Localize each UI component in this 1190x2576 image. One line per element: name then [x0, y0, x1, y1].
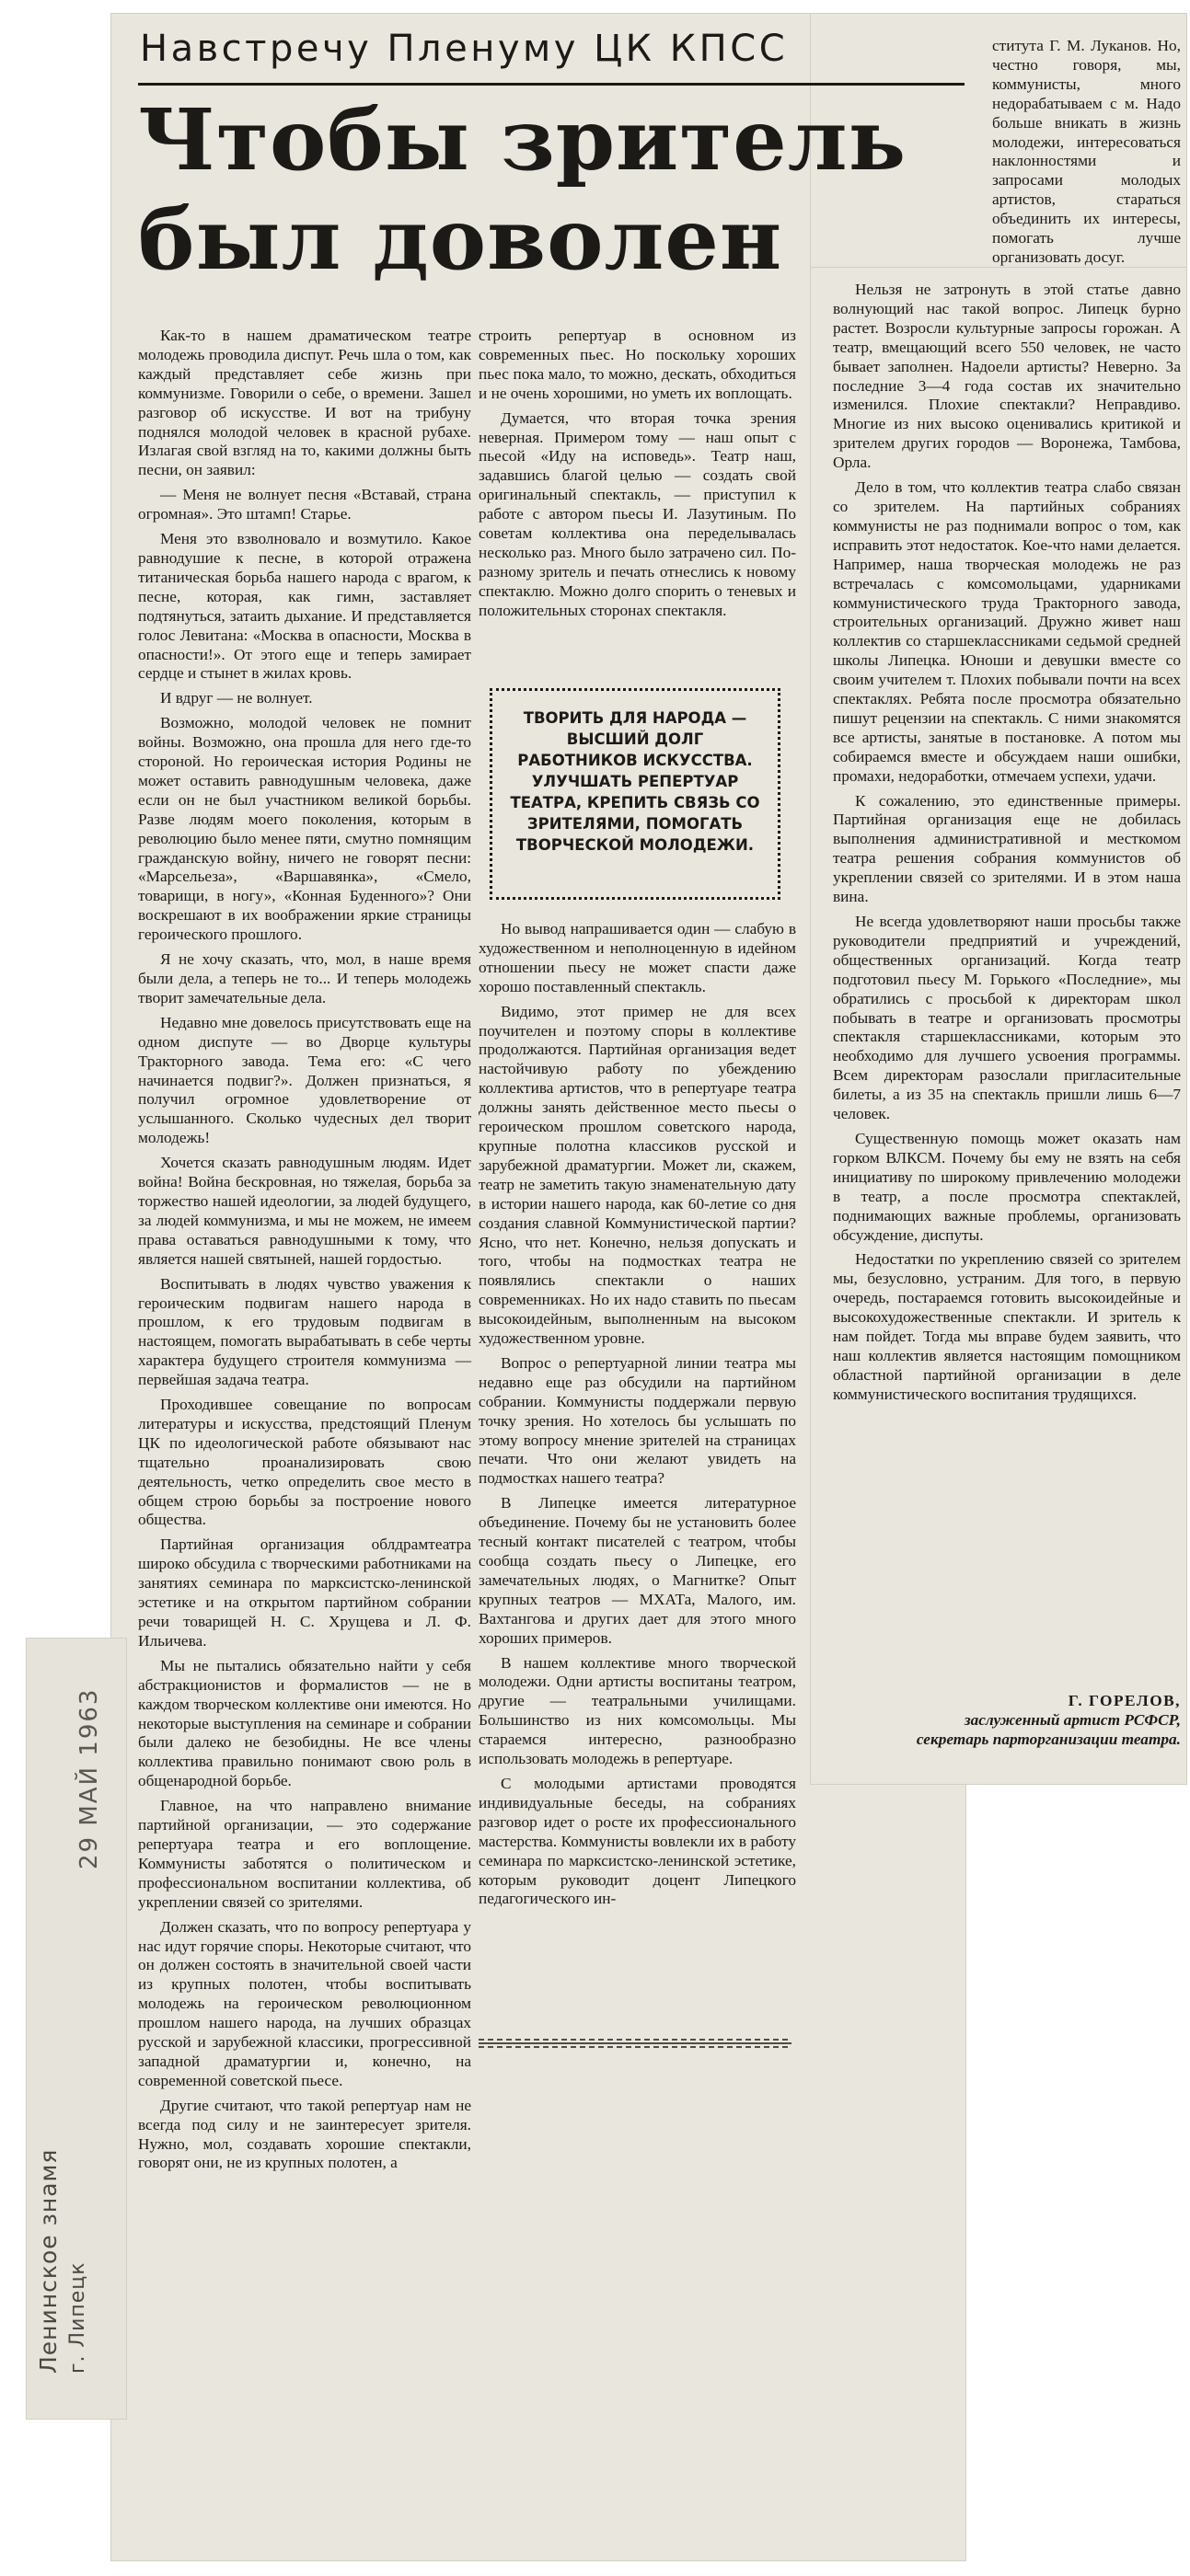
article-title	[138, 90, 966, 289]
archive-date-stamp: 29 МАЙ 1963	[75, 1687, 103, 1869]
paragraph: Мы не пытались обязательно найти у себя абстракционистов и формалистов — не в каждом творческом коллективе они имеются. Но некоторые выступления на семинаре и собрании были далеко не безобидны. Не все члены коллектива правильно понимают свою роль в общенародной борьбе.	[138, 1656, 471, 1790]
paragraph: Меня это взволновало и возмутило. Какое равнодушие к песне, в которой отражена титаническая борьба нашего народа с врагом, к песне, которая, как гимн, заставляет подтянуться, затаить дыхание. И представляется голос Левитана: «Москва в опасности, Москва в опасности!». От этого еще и теперь замирает сердце и стынет в жилах кровь.	[138, 530, 471, 683]
paragraph: И вдруг — не волнует.	[160, 689, 313, 707]
paragraph: Но вывод напрашивается один — слабую в художественном и неполноценную в идейном отношении пьесу не может спасти даже хорошо поставленный спектакль.	[479, 920, 796, 995]
column-1	[138, 327, 471, 2179]
author-title-1: заслуженный артист РСФСР,	[964, 1711, 1181, 1729]
paragraph: В нашем коллективе много творческой молодежи. Одни артисты воспитаны театром, другие — театральными училищами. Большинство из них комсомольцы. Мы стараемся интересно, разнообразно использовать молодежь в репертуаре.	[479, 1653, 796, 1768]
paragraph: Хочется сказать равнодушным людям. Идет война! Война бескровная, но тяжелая, борьба за торжество нашей идеологии, за людей будущего, за людей коммунизма, и мы не можем, не имеем права оставаться равнодушными к тому, что является нашей святыней, нашей гордостью.	[138, 1154, 471, 1268]
paragraph: ститута Г. М. Луканов. Но, честно говоря, мы, коммунисты, много недорабатываем с м. Надо больше вникать в жизнь молодежи, интересоваться наклонностями и запросами молодых артистов, стараться объединить их интересы, помогать лучше организовать досуг.	[992, 37, 1181, 266]
paragraph: Дело в том, что коллектив театра слабо связан со зрителем. На партийных собраниях коммунисты не раз поднимали вопрос о том, как исправить этот недостаток. Кое-что нами делается. Например, наша творческая молодежь не раз встречалась с комсомольцами, ударниками коммунистического труда Тракторного завода, строительных организаций. Дружно живет наш коллектив со старшеклассниками седьмой средней школы Липецка. Юноши и девушки вместе со своим учителем т. Плохих побывали почти на всех спектаклях. Ребята после просмотра обязательно пишут рецензии на спектакль. С ними знакомятся все артисты, занятые в постановке. А потом мы собираемся вместе и обсуждаем наши ошибки, промахи, недоработки, отмечаем успехи, удачи.	[833, 478, 1181, 785]
paragraph: Недостатки по укреплению связей со зрителем мы, безусловно, устраним. Для того, в первую очередь, постараемся готовить высокоидейные и высокохудожественные спектакли. И зритель к нам пойдет. Тогда мы вправе будем заявить, что наш коллектив является настоящим помощником областной партийной организации в деле коммунистического воспитания трудящихся.	[833, 1250, 1181, 1403]
paragraph: Недавно мне довелось присутствовать еще на одном диспуте — во Дворце культуры Тракторного завода. Тема его: «С чего начинается подвиг?». Должен признаться, я получил огромное удовлетворение от услышанного. Сколько чудесных дел творит молодежь!	[138, 1013, 471, 1147]
paragraph: Как-то в нашем драматическом театре молодежь проводила диспут. Речь шла о том, как каждый представляет себе жизнь при коммунизме. Говорили о себе, о времени. Зашел разговор об искусстве. И вот на трибуну поднялся молодой человек в красной рубахе. Излагая свой взгляд на то, какими должны быть песни, он заявил:	[138, 327, 471, 479]
paragraph: Партийная организация облдрамтеатра широко обсудила с творческими работниками на занятиях семинара по марксистско-ленинской эстетике и на открытом партийном собрании речи товарищей Н. С. Хрущева и Л. Ф. Ильичева.	[138, 1535, 471, 1650]
title-line-1: Чтобы зритель	[138, 90, 907, 190]
column-3-top	[992, 37, 1181, 273]
paragraph: Проходившее совещание по вопросам литературы и искусства, предстоящий Пленум ЦК по идеологической работе обязывают нас тщательно проанализировать свою деятельность, четко определить свое место в общем строю борьбы за построение нового общества.	[138, 1396, 471, 1529]
author-signature	[833, 1691, 1181, 1749]
rubric-rule	[138, 83, 965, 86]
rubric: Навстречу Пленуму ЦК КПСС	[140, 28, 789, 70]
column-2-top	[479, 327, 796, 627]
paragraph: В Липецке имеется литературное объединение. Почему бы не установить более тесный контакт писателей с театром, чтобы сообща создать пьесу о Липецке, его замечательных людях, о Магнитке? Опыт крупных театров — МХАТа, Малого, им. Вахтангова и других дает для этого много хороших примеров.	[479, 1494, 796, 1647]
paragraph: — Меня не волнует песня «Вставай, страна огромная». Это штамп! Старье.	[138, 486, 471, 523]
paragraph: Должен сказать, что по вопросу репертуара у нас идут горячие споры. Некоторые считают, что он должен состоять в значительной своей части из крупных полотен, чтобы воспитывать молодежь на героическом революционном прошлом нашего народа, на лучших образцах русской и зарубежной классики, прогрессивной западной драматургии и, конечно, на современной советской пьесе.	[138, 1917, 471, 2089]
paragraph: Существенную помощь может оказать нам горком ВЛКСМ. Почему бы ему не взять на себя инициативу по широкому привлечению молодежи в театр, а после просмотра спектаклей, поднимающих важные проблемы, организовать обсуждение, диспуты.	[833, 1129, 1181, 1244]
paragraph: строить репертуар в основном из современных пьес. Но поскольку хороших пьес пока мало, то можно, дескать, обходиться и не очень хорошими, но уметь их воплощать.	[479, 327, 796, 402]
paragraph: Не всегда удовлетворяют наши просьбы также руководители предприятий и учреждений, общественных организаций. Когда театр подготовил пьесу М. Горького «Последние», мы обратились с просьбой к директорам школ побывать в театре и организовать просмотры спектакля старшеклассниками, которым это необходимо для лучшего усвоения программы. Всем директорам разослали пригласительные билеты, а из 35 на спектакль пришли лишь 6—7 человек.	[833, 913, 1181, 1123]
paragraph: Нельзя не затронуть в этой статье давно волнующий нас такой вопрос. Липецк бурно растет. Возросли культурные запросы горожан. А театр, вмещающий всего 550 человек, не часто бывает заполнен. Надоели артисты? Неверно. За последние 3—4 года состав их значительно изменился. Плохие спектакли? Неправдиво. Многие из них высоко оценивались критикой и зрителем других городов — Воронежа, Тамбова, Орла.	[833, 281, 1181, 472]
column-2-bottom	[479, 920, 796, 1915]
paragraph: Я не хочу сказать, что, мол, в наше время были дела, а теперь не то... И теперь молодежь творит замечательные дела.	[138, 950, 471, 1006]
column-3	[833, 281, 1181, 1410]
ornament-divider	[479, 2036, 791, 2051]
paragraph: Другие считают, что такой репертуар нам не всегда под силу и не заинтересует зрителя. Нужно, мол, создавать хорошие спектакли, говорят они, не из крупных полотен, а	[138, 2096, 471, 2172]
title-line-2: был доволен	[138, 190, 783, 289]
paragraph: К сожалению, это единственные примеры. Партийная организация еще не добилась выполнения административной и месткомом театра решения собрания коммунистов об укреплении связей со зрителями. И в этом наша вина.	[833, 791, 1181, 906]
callout-box: ТВОРИТЬ ДЛЯ НАРОДА — ВЫСШИЙ ДОЛГ РАБОТНИКОВ ИСКУССТВА. УЛУЧШАТЬ РЕПЕРТУАР ТЕАТРА, КРЕПИТЬ СВЯЗЬ СО ЗРИТЕЛЯМИ, ПОМОГАТЬ ТВОРЧЕСКОЙ МОЛОДЕЖИ.	[490, 688, 780, 900]
paragraph: Вопрос о репертуарной линии театра мы недавно еще раз обсудили на партийном собрании. Коммунисты поддержали первую точку зрения. Но хотелось бы услышать по этому вопросу мнение зрителей на страницах печати. Что они желают увидеть на подмостках нашего театра?	[479, 1353, 796, 1488]
city-stamp: г. Липецк	[66, 2261, 89, 2374]
paragraph: Думается, что вторая точка зрения неверная. Примером тому — наш опыт с пьесой «Иду на исповедь». Театр наш, задавшись благой целью — создать свой оригинальный спектакль, — приступил к работе с автором пьесы И. Лазутиным. По советам коллектива она переделывалась несколько раз. Много было затрачено сил. По-разному зритель и печать отнеслись к новому спектаклю. Можно долго спорить о теневых и положительных сторонах спектакля.	[479, 408, 796, 619]
paragraph: Главное, на что направлено внимание партийной организации, — это содержание репертуара театра и его воплощение. Коммунисты заботятся о политическом и профессиональном воспитании коллектива, об укреплении связей со зрителями.	[138, 1797, 471, 1911]
newspaper-name-stamp: Ленинское знамя	[35, 2148, 62, 2374]
author-name: Г. ГОРЕЛОВ,	[1068, 1692, 1181, 1709]
paragraph: Возможно, молодой человек не помнит войны. Возможно, она прошла для него где-то стороной. Но героическая история Родины не может оставить равнодушным человека, даже если он не был участником великой борьбы. Разве людям моего поколения, которым в революцию было менее пяти, смутно помнящим гражданскую войну, ничего не говорят песни: «Марсельеза», «Варшавянка», «Смело, товарищи, в ногу», «Конная Буденного»? Они воскрешают в их воображении яркие страницы героического прошлого.	[138, 714, 471, 944]
paragraph: Воспитывать в людях чувство уважения к героическим подвигам нашего народа в прошлом, к его трудовым подвигам в настоящем, помогать вырабатывать в себе черты характера будущего строителя коммунизма — первейшая задача театра.	[138, 1274, 471, 1389]
author-title-2: секретарь парторганизации театра.	[916, 1731, 1181, 1748]
paragraph: Видимо, этот пример не для всех поучителен и поэтому споры в коллективе продолжаются. Партийная организация ведет настойчивую работу по убеждению коллектива артистов, что в репертуаре театра должны занять действенное место пьесы о героическом прошлом советского народа, крупные полотна классиков русской и зарубежной драматургии. Может ли, скажем, театр не заметить такую знаменательную дату в истории нашего народа, как 60-летие со дня создания славной Коммунистической партии? Ясно, что нет. Конечно, нельзя допускать и того, чтобы на подмостках театра не появлялись спектакли о наших современниках. Но их надо ставить по пьесам высокоидейным, выполненным на высоком художественном уровне.	[479, 1002, 796, 1348]
paragraph: С молодыми артистами проводятся индивидуальные беседы, на собраниях разговор идет о росте их профессионального мастерства. Коммунисты вовлекли их в работу семинара по марксистско-ленинской эстетике, которым руководит доцент Липецкого педагогического ин-	[479, 1774, 796, 1908]
